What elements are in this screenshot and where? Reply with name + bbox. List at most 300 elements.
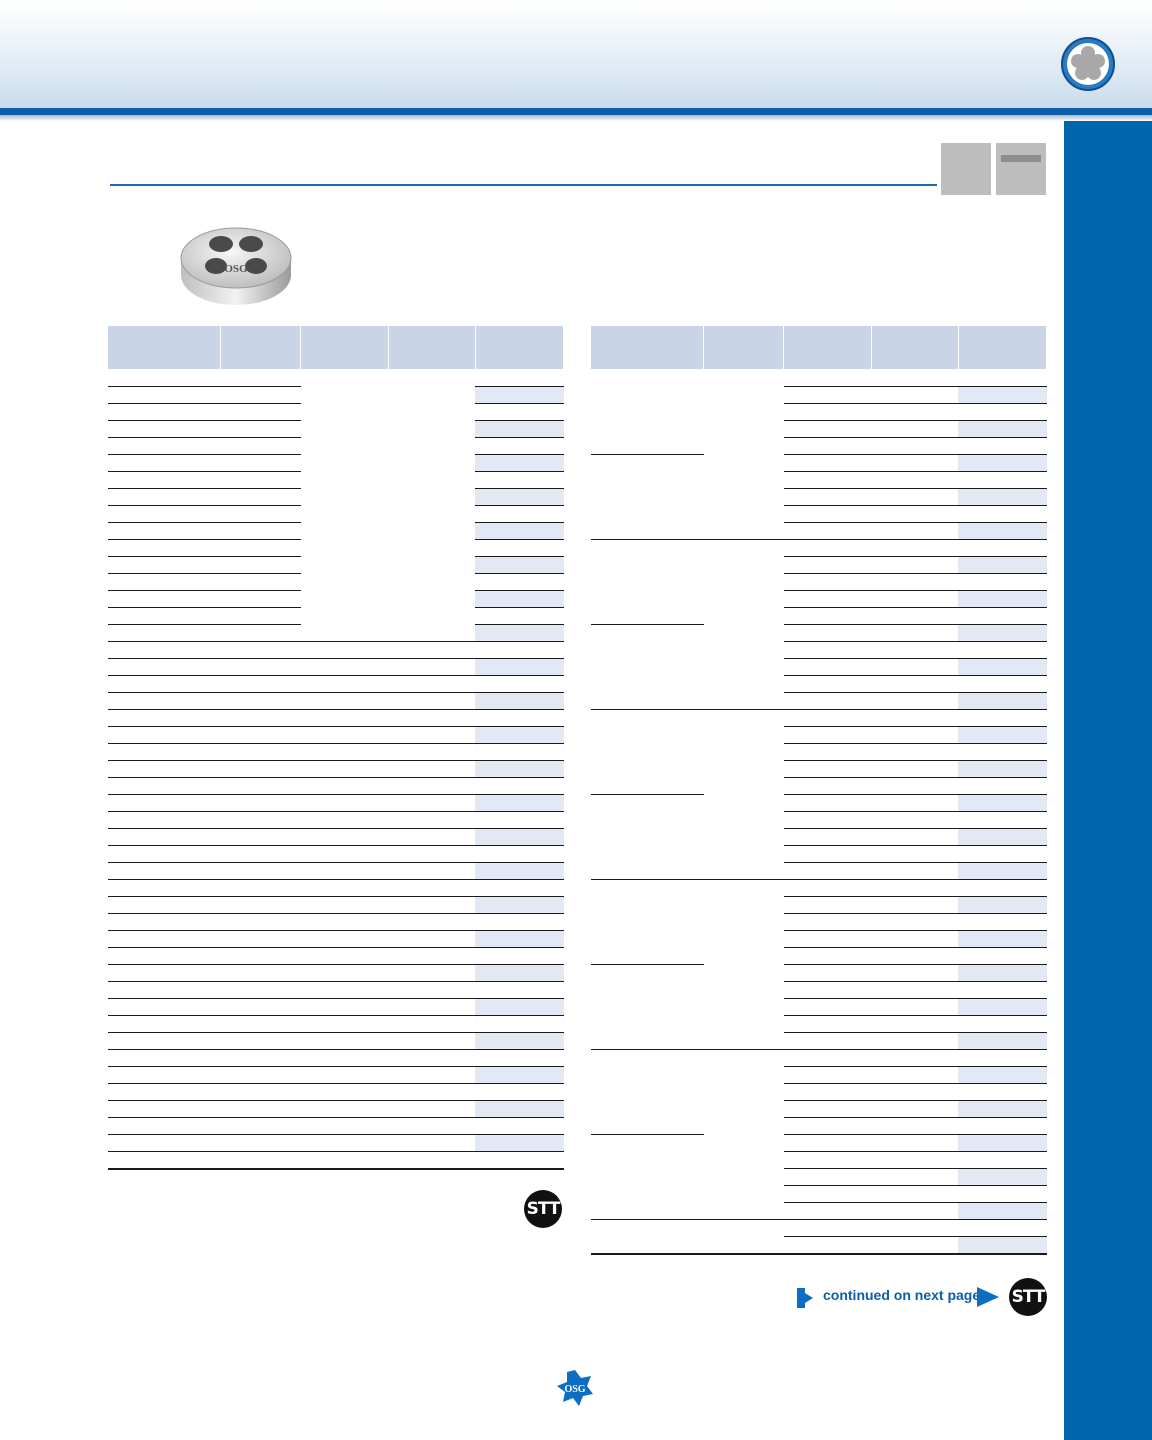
right-table-cell [704, 1186, 784, 1203]
left-table-cell [301, 1050, 388, 1067]
left-table-cell [108, 472, 221, 489]
right-table-cell [591, 387, 704, 404]
right-table-cell [704, 1067, 784, 1084]
left-table-cell [475, 1152, 563, 1170]
left-table-cell [221, 999, 301, 1016]
right-table-cell [704, 710, 784, 727]
left-table-cell [221, 574, 301, 591]
left-table-cell [301, 659, 388, 676]
left-table-cell [301, 795, 388, 812]
left-table-cell [108, 676, 221, 693]
left-table-row [108, 659, 564, 676]
right-table-cell [591, 1118, 704, 1135]
left-table-row [108, 965, 564, 982]
left-table-cell [475, 1118, 563, 1135]
left-table-cell [221, 540, 301, 557]
right-table-row [591, 1084, 1047, 1101]
category-tab-box [941, 143, 991, 195]
left-table-row [108, 421, 564, 438]
side-tab-bar [1064, 121, 1152, 1440]
left-table-cell [108, 744, 221, 761]
left-table-cell [108, 982, 221, 999]
left-table-cell [301, 982, 388, 999]
right-table-row [591, 472, 1047, 489]
left-table-cell [108, 727, 221, 744]
left-table-row [108, 795, 564, 812]
left-table-row [108, 761, 564, 778]
left-table-cell [221, 931, 301, 948]
left-table-cell [301, 591, 388, 608]
left-table-cell [301, 489, 388, 506]
header-shadow [0, 115, 1152, 121]
right-table-cell [958, 455, 1046, 472]
left-table-cell [108, 1152, 221, 1170]
left-table-cell [475, 557, 563, 574]
right-table-cell [784, 948, 871, 965]
right-table-cell [704, 1084, 784, 1101]
right-table-cell [704, 727, 784, 744]
left-table-cell [388, 897, 475, 914]
right-table-cell [958, 438, 1046, 455]
right-table-cell [871, 812, 958, 829]
right-table-cell [958, 472, 1046, 489]
right-table-cell [704, 948, 784, 965]
right-table-cell [958, 1050, 1046, 1067]
right-table-cell [958, 387, 1046, 404]
left-table-cell [388, 778, 475, 795]
right-table-cell [784, 1101, 871, 1118]
left-table-cell [388, 1033, 475, 1050]
left-table-row [108, 591, 564, 608]
left-table-cell [388, 489, 475, 506]
right-table-cell [784, 506, 871, 523]
left-table-cell [108, 404, 221, 421]
left-table-cell [108, 812, 221, 829]
left-table-cell [301, 880, 388, 897]
right-table-cell [784, 693, 871, 710]
right-table-cell [871, 523, 958, 540]
left-table-row [108, 1033, 564, 1050]
left-table-cell [475, 931, 563, 948]
left-table-cell [108, 846, 221, 863]
right-table-row [591, 404, 1047, 421]
right-table-cell [591, 931, 704, 948]
left-table-row [108, 676, 564, 693]
left-table-cell [475, 676, 563, 693]
right-table-cell [784, 659, 871, 676]
right-table-row [591, 659, 1047, 676]
left-table-cell [388, 846, 475, 863]
right-table-cell [591, 914, 704, 931]
right-table-row [591, 1237, 1047, 1255]
right-table-cell [784, 880, 871, 897]
right-table-row [591, 1169, 1047, 1186]
left-table-cell [221, 863, 301, 880]
right-table-cell [871, 540, 958, 557]
right-spec-table [590, 325, 1047, 1255]
right-table-cell [591, 1084, 704, 1101]
left-table-row [108, 404, 564, 421]
product-logo-text: OSG [224, 263, 248, 275]
right-table-cell [784, 472, 871, 489]
right-table-cell [871, 642, 958, 659]
left-table-cell [301, 455, 388, 472]
left-table-cell [221, 829, 301, 846]
right-table-cell [784, 710, 871, 727]
right-table-cell [704, 1033, 784, 1050]
right-table-cell [704, 455, 784, 472]
right-table-row [591, 778, 1047, 795]
left-table-cell [388, 421, 475, 438]
right-table-cell [591, 727, 704, 744]
right-table-cell [784, 455, 871, 472]
right-table-cell [784, 1135, 871, 1152]
left-table-cell [475, 659, 563, 676]
left-table-cell [475, 1101, 563, 1118]
stt-badge-right: STT [1009, 1278, 1047, 1316]
left-table-cell [388, 880, 475, 897]
left-table-cell [475, 438, 563, 455]
right-table-cell [871, 829, 958, 846]
left-table-cell [388, 370, 475, 387]
right-table-cell [871, 914, 958, 931]
left-table-cell [108, 948, 221, 965]
right-table-cell [591, 1152, 704, 1169]
left-table-cell [301, 642, 388, 659]
right-table-row [591, 1016, 1047, 1033]
right-table-cell [704, 931, 784, 948]
left-table-cell [475, 812, 563, 829]
left-table-cell [108, 489, 221, 506]
right-table-cell [784, 489, 871, 506]
arrow-right-icon [977, 1287, 999, 1307]
left-table-cell [301, 387, 388, 404]
right-table-cell [784, 523, 871, 540]
left-table-cell [388, 1101, 475, 1118]
right-table-row [591, 931, 1047, 948]
left-table-cell [475, 710, 563, 727]
right-table-row [591, 591, 1047, 608]
left-table-cell [108, 829, 221, 846]
right-table-cell [871, 370, 958, 387]
right-table-cell [784, 1237, 871, 1255]
left-table-cell [475, 1033, 563, 1050]
left-table-row [108, 608, 564, 625]
right-table-cell [958, 948, 1046, 965]
left-table-cell [475, 1067, 563, 1084]
right-table-cell [871, 421, 958, 438]
right-table-cell [958, 1084, 1046, 1101]
right-table-cell [784, 795, 871, 812]
left-table-cell [108, 1101, 221, 1118]
left-table-cell [388, 540, 475, 557]
right-table-row [591, 863, 1047, 880]
left-table-cell [388, 506, 475, 523]
right-table-cell [958, 489, 1046, 506]
left-table-cell [388, 744, 475, 761]
left-table-cell [221, 710, 301, 727]
left-table-cell [388, 591, 475, 608]
right-table-cell [784, 676, 871, 693]
right-table-row [591, 965, 1047, 982]
right-table-cell [958, 1203, 1046, 1220]
left-table-cell [108, 1084, 221, 1101]
left-table-cell [108, 795, 221, 812]
right-table-body [591, 370, 1047, 1255]
left-table-row [108, 1118, 564, 1135]
right-table-row [591, 540, 1047, 557]
right-table-cell [958, 506, 1046, 523]
right-table-cell [958, 1067, 1046, 1084]
left-table-row [108, 829, 564, 846]
right-table-row [591, 557, 1047, 574]
right-table-cell [958, 897, 1046, 914]
right-table-cell [871, 1152, 958, 1169]
right-table-row [591, 727, 1047, 744]
left-table-row [108, 370, 564, 387]
right-table-cell [591, 778, 704, 795]
right-table-cell [871, 965, 958, 982]
col-header-5 [958, 326, 1046, 370]
right-table-cell [958, 795, 1046, 812]
right-table-cell [958, 1237, 1046, 1255]
left-table-cell [388, 795, 475, 812]
right-table-cell [958, 1016, 1046, 1033]
left-table-cell [221, 982, 301, 999]
left-table-cell [388, 1050, 475, 1067]
left-table-cell [108, 455, 221, 472]
left-table-cell [388, 693, 475, 710]
header-rule [0, 108, 1152, 115]
left-table-header [108, 326, 564, 370]
right-table-cell [591, 948, 704, 965]
right-table-cell [784, 438, 871, 455]
right-table-cell [591, 489, 704, 506]
right-table-cell [871, 608, 958, 625]
left-table-cell [388, 523, 475, 540]
continued-next-page-link[interactable] [797, 1285, 1003, 1309]
left-table-cell [301, 965, 388, 982]
right-table-cell [958, 982, 1046, 999]
left-table-cell [388, 438, 475, 455]
left-table-cell [108, 1050, 221, 1067]
left-table-cell [388, 761, 475, 778]
left-table-cell [301, 1135, 388, 1152]
right-table-cell [591, 370, 704, 387]
right-table-cell [871, 846, 958, 863]
left-table-row [108, 625, 564, 642]
left-table-cell [388, 642, 475, 659]
right-table-cell [871, 1101, 958, 1118]
right-table-row [591, 1033, 1047, 1050]
right-table-cell [704, 1152, 784, 1169]
right-table-cell [591, 676, 704, 693]
right-table-cell [871, 506, 958, 523]
left-table-cell [475, 693, 563, 710]
right-table-cell [871, 795, 958, 812]
right-table-cell [591, 625, 704, 642]
left-table-cell [475, 761, 563, 778]
left-table-cell [221, 1135, 301, 1152]
right-table-row [591, 506, 1047, 523]
left-table-cell [301, 472, 388, 489]
right-table-cell [784, 778, 871, 795]
left-table-cell [221, 727, 301, 744]
right-table-cell [871, 1118, 958, 1135]
right-table-cell [958, 540, 1046, 557]
right-table-cell [958, 1186, 1046, 1203]
right-table-cell [871, 982, 958, 999]
right-table-cell [784, 863, 871, 880]
right-table-cell [591, 846, 704, 863]
right-table-cell [591, 438, 704, 455]
left-table-cell [301, 710, 388, 727]
right-table-cell [871, 1169, 958, 1186]
right-table-cell [591, 999, 704, 1016]
left-table-row [108, 438, 564, 455]
right-table-cell [784, 574, 871, 591]
right-table-row [591, 1050, 1047, 1067]
right-table-cell [591, 880, 704, 897]
left-table-row [108, 506, 564, 523]
left-table-cell [301, 744, 388, 761]
left-table-cell [388, 1084, 475, 1101]
left-table-cell [221, 370, 301, 387]
right-table-row [591, 1101, 1047, 1118]
left-table-cell [475, 608, 563, 625]
right-table-cell [704, 506, 784, 523]
left-table-cell [475, 387, 563, 404]
left-table-cell [475, 880, 563, 897]
left-table-cell [475, 370, 563, 387]
left-table-cell [301, 846, 388, 863]
right-table-cell [871, 1084, 958, 1101]
right-table-cell [784, 1186, 871, 1203]
left-table-cell [388, 676, 475, 693]
left-table-cell [301, 812, 388, 829]
left-table-cell [388, 931, 475, 948]
left-table-cell [221, 948, 301, 965]
left-table-cell [301, 421, 388, 438]
right-table-row [591, 999, 1047, 1016]
right-table-cell [871, 1220, 958, 1237]
right-table-row [591, 761, 1047, 778]
left-table-cell [475, 863, 563, 880]
left-table-cell [221, 642, 301, 659]
left-table-cell [108, 710, 221, 727]
left-table-cell [301, 829, 388, 846]
right-table-cell [871, 1135, 958, 1152]
right-table-row [591, 370, 1047, 387]
right-table-cell [591, 795, 704, 812]
right-table-cell [958, 727, 1046, 744]
left-table-cell [221, 897, 301, 914]
left-table-cell [221, 1118, 301, 1135]
right-table-cell [958, 1152, 1046, 1169]
left-table-cell [301, 948, 388, 965]
right-table-row [591, 608, 1047, 625]
left-table-cell [221, 625, 301, 642]
right-table-cell [871, 1203, 958, 1220]
left-table-cell [301, 778, 388, 795]
right-table-cell [871, 761, 958, 778]
left-table-cell [475, 574, 563, 591]
right-table-cell [784, 1118, 871, 1135]
right-table-cell [591, 982, 704, 999]
right-table-row [591, 897, 1047, 914]
left-table-cell [221, 455, 301, 472]
right-table-cell [704, 642, 784, 659]
right-table-cell [591, 965, 704, 982]
right-table-cell [704, 608, 784, 625]
right-table-cell [591, 642, 704, 659]
left-table-row [108, 727, 564, 744]
left-table-body [108, 370, 564, 1170]
left-table-cell [301, 523, 388, 540]
right-table-cell [958, 659, 1046, 676]
right-table-row [591, 574, 1047, 591]
left-table-cell [301, 999, 388, 1016]
right-table-cell [784, 1050, 871, 1067]
right-table-cell [958, 829, 1046, 846]
right-table-cell [704, 421, 784, 438]
left-table-cell [475, 727, 563, 744]
right-table-cell [704, 523, 784, 540]
left-table-cell [108, 608, 221, 625]
right-table-cell [871, 574, 958, 591]
right-table-cell [784, 591, 871, 608]
right-table-cell [591, 1033, 704, 1050]
right-table-cell [704, 1203, 784, 1220]
right-table-cell [704, 914, 784, 931]
left-table-cell [108, 761, 221, 778]
right-table-cell [958, 557, 1046, 574]
left-table-cell [221, 761, 301, 778]
right-table-cell [958, 370, 1046, 387]
right-table-cell [704, 965, 784, 982]
right-table-cell [958, 812, 1046, 829]
left-table-cell [301, 914, 388, 931]
left-table-row [108, 642, 564, 659]
right-table-cell [871, 999, 958, 1016]
right-table-cell [591, 523, 704, 540]
right-table-cell [591, 812, 704, 829]
round-die-product-image [176, 220, 296, 310]
right-table-cell [591, 1101, 704, 1118]
right-table-cell [591, 693, 704, 710]
right-table-cell [958, 1101, 1046, 1118]
right-table-cell [871, 693, 958, 710]
left-table-cell [221, 506, 301, 523]
right-table-cell [958, 676, 1046, 693]
right-table-cell [958, 880, 1046, 897]
left-table-cell [475, 795, 563, 812]
left-table-cell [221, 472, 301, 489]
right-table-cell [704, 846, 784, 863]
col-header-2 [221, 326, 301, 370]
right-table-row [591, 795, 1047, 812]
right-table-cell [958, 710, 1046, 727]
right-table-cell [591, 404, 704, 421]
left-table-cell [301, 1067, 388, 1084]
right-table-cell [591, 540, 704, 557]
right-table-cell [958, 931, 1046, 948]
left-table-cell [475, 404, 563, 421]
right-table-cell [591, 863, 704, 880]
left-table-cell [108, 438, 221, 455]
left-table-cell [301, 863, 388, 880]
right-table-cell [704, 795, 784, 812]
